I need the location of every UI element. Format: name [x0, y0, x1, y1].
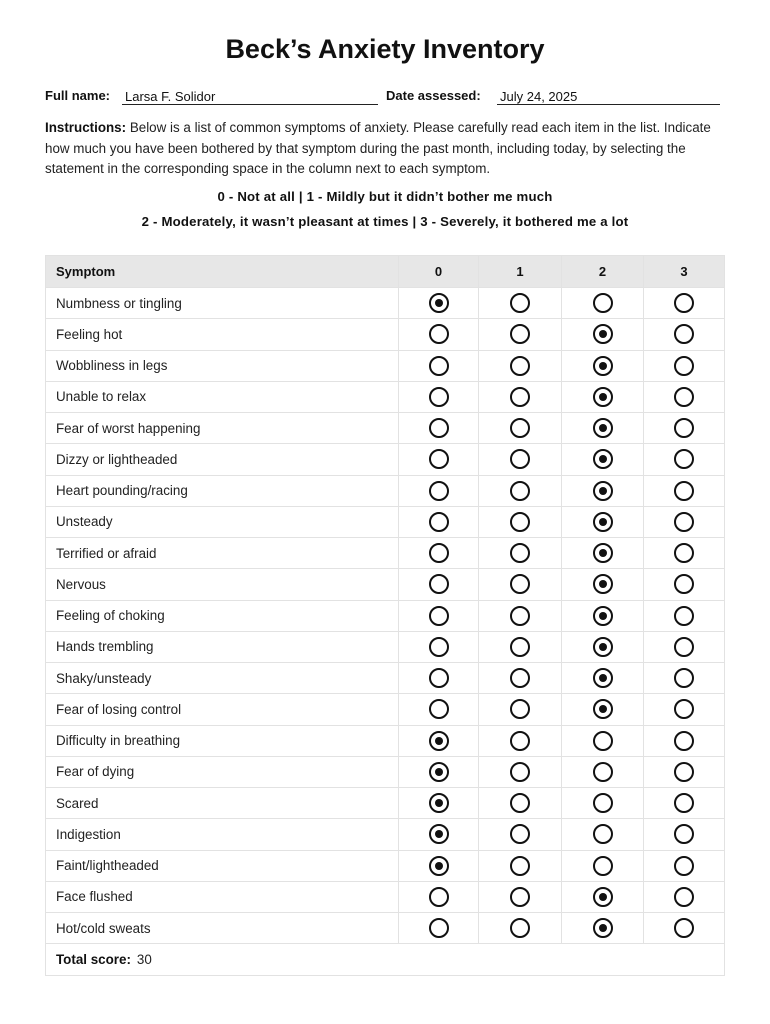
option-cell-1 — [479, 601, 562, 631]
radio-option-3[interactable] — [674, 512, 694, 532]
radio-option-0[interactable] — [429, 543, 449, 563]
header-0: 0 — [399, 256, 479, 287]
radio-option-1[interactable] — [510, 574, 530, 594]
option-cell-1 — [479, 851, 562, 881]
radio-option-2[interactable] — [593, 293, 613, 313]
instructions-text: Below is a list of common symptoms of anxiety. Please carefully read each item in the list. Indicate how much you have been bothered by that symptom during the past month, including today, by selecting the statement in the corresponding space in the column next to each symptom. — [45, 120, 711, 176]
radio-option-2[interactable] — [593, 387, 613, 407]
table-row — [46, 319, 724, 350]
radio-option-0[interactable] — [429, 449, 449, 469]
radio-option-0[interactable] — [429, 762, 449, 782]
header-3: 3 — [680, 264, 688, 279]
radio-option-3[interactable] — [674, 543, 694, 563]
table-row — [46, 663, 724, 694]
symptom-label: Wobbliness in legs — [46, 351, 399, 381]
radio-dot — [599, 455, 607, 463]
symptom-label: Scared — [46, 788, 399, 818]
table-row — [46, 632, 724, 663]
option-cell-3 — [644, 694, 724, 724]
option-cell-1 — [479, 444, 562, 474]
radio-option-2[interactable] — [593, 418, 613, 438]
symptom-label: Fear of dying — [46, 757, 399, 787]
option-cell-2 — [562, 538, 644, 568]
radio-option-0[interactable] — [429, 418, 449, 438]
radio-option-1[interactable] — [510, 324, 530, 344]
radio-option-2[interactable] — [593, 449, 613, 469]
radio-option-0[interactable] — [429, 824, 449, 844]
table-header — [46, 256, 724, 288]
option-cell-2 — [562, 694, 644, 724]
option-cell-3 — [644, 351, 724, 381]
radio-dot — [599, 643, 607, 651]
table-row — [46, 788, 724, 819]
option-cell-2 — [562, 444, 644, 474]
radio-option-0[interactable] — [429, 699, 449, 719]
option-cell-2 — [562, 726, 644, 756]
option-cell-3 — [644, 632, 724, 662]
table-row — [46, 569, 724, 600]
radio-option-2[interactable] — [593, 918, 613, 938]
radio-option-1[interactable] — [510, 887, 530, 907]
radio-option-0[interactable] — [429, 574, 449, 594]
radio-option-0[interactable] — [429, 512, 449, 532]
option-cell-2 — [562, 382, 644, 412]
radio-option-1[interactable] — [510, 387, 530, 407]
radio-option-2[interactable] — [593, 793, 613, 813]
table-row — [46, 882, 724, 913]
option-cell-0 — [399, 413, 479, 443]
table-row — [46, 694, 724, 725]
symptom-label: Indigestion — [46, 819, 399, 849]
symptom-label: Difficulty in breathing — [46, 726, 399, 756]
symptom-table — [45, 255, 725, 976]
radio-dot — [599, 362, 607, 370]
radio-option-3[interactable] — [674, 856, 694, 876]
radio-dot — [435, 768, 443, 776]
option-cell-1 — [479, 726, 562, 756]
symptom-label: Faint/lightheaded — [46, 851, 399, 881]
table-row — [46, 819, 724, 850]
option-cell-2 — [562, 319, 644, 349]
radio-option-1[interactable] — [510, 293, 530, 313]
option-cell-0 — [399, 788, 479, 818]
table-row — [46, 413, 724, 444]
table-row — [46, 913, 724, 944]
radio-option-3[interactable] — [674, 387, 694, 407]
option-cell-1 — [479, 569, 562, 599]
radio-option-2[interactable] — [593, 731, 613, 751]
option-cell-3 — [644, 288, 724, 318]
radio-option-2[interactable] — [593, 824, 613, 844]
radio-option-2[interactable] — [593, 637, 613, 657]
option-cell-3 — [644, 851, 724, 881]
table-row — [46, 351, 724, 382]
scale-legend-line-2: 2 - Moderately, it wasn’t pleasant at times | 3 - Severely, it bothered me a lot — [141, 214, 629, 229]
radio-option-1[interactable] — [510, 699, 530, 719]
radio-dot — [599, 393, 607, 401]
radio-option-3[interactable] — [674, 731, 694, 751]
date-assessed-label: Date assessed: — [386, 88, 481, 103]
radio-dot — [599, 924, 607, 932]
header-2: 2 — [562, 256, 644, 287]
radio-option-0[interactable] — [429, 293, 449, 313]
radio-option-3[interactable] — [674, 356, 694, 376]
page-title: Beck’s Anxiety Inventory — [225, 34, 545, 64]
full-name-value: Larsa F. Solidor — [125, 89, 216, 104]
option-cell-2 — [562, 632, 644, 662]
radio-option-0[interactable] — [429, 481, 449, 501]
header-fields — [45, 88, 725, 108]
radio-option-2[interactable] — [593, 606, 613, 626]
table-row — [46, 288, 724, 319]
table-row — [46, 476, 724, 507]
instructions-label: Instructions: — [45, 120, 127, 135]
option-cell-1 — [479, 351, 562, 381]
symptom-label: Numbness or tingling — [46, 288, 399, 318]
radio-option-2[interactable] — [593, 668, 613, 688]
radio-option-1[interactable] — [510, 481, 530, 501]
option-cell-0 — [399, 726, 479, 756]
radio-dot — [599, 612, 607, 620]
option-cell-2 — [562, 507, 644, 537]
option-cell-0 — [399, 319, 479, 349]
radio-option-0[interactable] — [429, 637, 449, 657]
radio-option-2[interactable] — [593, 512, 613, 532]
option-cell-1 — [479, 788, 562, 818]
radio-option-0[interactable] — [429, 918, 449, 938]
date-assessed-field[interactable] — [497, 88, 720, 105]
symptom-label: Feeling hot — [46, 319, 399, 349]
option-cell-3 — [644, 663, 724, 693]
option-cell-2 — [562, 819, 644, 849]
symptom-label: Hands trembling — [46, 632, 399, 662]
option-cell-2 — [562, 601, 644, 631]
option-cell-3 — [644, 413, 724, 443]
option-cell-3 — [644, 819, 724, 849]
option-cell-2 — [562, 351, 644, 381]
radio-dot — [599, 705, 607, 713]
radio-dot — [435, 862, 443, 870]
radio-option-3[interactable] — [674, 887, 694, 907]
option-cell-0 — [399, 601, 479, 631]
option-cell-2 — [562, 788, 644, 818]
option-cell-0 — [399, 757, 479, 787]
table-row — [46, 507, 724, 538]
radio-option-2[interactable] — [593, 887, 613, 907]
option-cell-0 — [399, 663, 479, 693]
radio-option-2[interactable] — [593, 543, 613, 563]
option-cell-3 — [644, 882, 724, 912]
radio-option-3[interactable] — [674, 481, 694, 501]
symptom-label: Feeling of choking — [46, 601, 399, 631]
option-cell-3 — [644, 444, 724, 474]
symptom-label: Fear of worst happening — [46, 413, 399, 443]
scale-legend-line-1: 0 - Not at all | 1 - Mildly but it didn’t bother me much — [217, 189, 553, 204]
option-cell-0 — [399, 351, 479, 381]
radio-option-3[interactable] — [674, 324, 694, 344]
option-cell-1 — [479, 882, 562, 912]
radio-option-1[interactable] — [510, 731, 530, 751]
option-cell-3 — [644, 569, 724, 599]
radio-dot — [599, 549, 607, 557]
table-row — [46, 382, 724, 413]
table-row — [46, 851, 724, 882]
option-cell-0 — [399, 382, 479, 412]
symptom-label: Nervous — [46, 569, 399, 599]
radio-option-0[interactable] — [429, 856, 449, 876]
radio-option-3[interactable] — [674, 574, 694, 594]
option-cell-0 — [399, 851, 479, 881]
radio-dot — [435, 799, 443, 807]
option-cell-3 — [644, 382, 724, 412]
option-cell-2 — [562, 851, 644, 881]
radio-option-3[interactable] — [674, 824, 694, 844]
radio-option-0[interactable] — [429, 324, 449, 344]
total-score-value: 30 — [136, 952, 152, 968]
radio-dot — [435, 830, 443, 838]
option-cell-3 — [644, 538, 724, 568]
option-cell-2 — [562, 663, 644, 693]
option-cell-3 — [644, 913, 724, 943]
radio-option-3[interactable] — [674, 293, 694, 313]
radio-option-1[interactable] — [510, 793, 530, 813]
option-cell-1 — [479, 694, 562, 724]
radio-option-0[interactable] — [429, 668, 449, 688]
radio-option-0[interactable] — [429, 731, 449, 751]
radio-option-2[interactable] — [593, 574, 613, 594]
radio-option-1[interactable] — [510, 449, 530, 469]
option-cell-3 — [644, 757, 724, 787]
option-cell-0 — [399, 538, 479, 568]
radio-dot — [599, 674, 607, 682]
option-cell-1 — [479, 288, 562, 318]
option-cell-0 — [399, 288, 479, 318]
option-cell-3 — [644, 788, 724, 818]
radio-option-0[interactable] — [429, 793, 449, 813]
radio-option-2[interactable] — [593, 356, 613, 376]
radio-option-3[interactable] — [674, 606, 694, 626]
option-cell-1 — [479, 476, 562, 506]
radio-option-0[interactable] — [429, 356, 449, 376]
radio-dot — [435, 737, 443, 745]
option-cell-3 — [644, 476, 724, 506]
option-cell-2 — [562, 476, 644, 506]
radio-option-2[interactable] — [593, 699, 613, 719]
radio-option-3[interactable] — [674, 449, 694, 469]
option-cell-2 — [562, 882, 644, 912]
option-cell-2 — [562, 288, 644, 318]
radio-option-3[interactable] — [674, 793, 694, 813]
option-cell-1 — [479, 819, 562, 849]
header-1: 1 — [479, 256, 562, 287]
radio-dot — [435, 299, 443, 307]
radio-option-2[interactable] — [593, 481, 613, 501]
radio-option-3[interactable] — [674, 762, 694, 782]
symptom-label: Dizzy or lightheaded — [46, 444, 399, 474]
table-row — [46, 601, 724, 632]
radio-dot — [599, 580, 607, 588]
radio-option-1[interactable] — [510, 606, 530, 626]
radio-option-0[interactable] — [429, 387, 449, 407]
option-cell-2 — [562, 913, 644, 943]
option-cell-2 — [562, 413, 644, 443]
radio-option-3[interactable] — [674, 918, 694, 938]
radio-option-1[interactable] — [510, 356, 530, 376]
symptom-label: Heart pounding/racing — [46, 476, 399, 506]
table-row — [46, 538, 724, 569]
symptom-label: Terrified or afraid — [46, 538, 399, 568]
symptom-label: Unable to relax — [46, 382, 399, 412]
option-cell-3 — [644, 601, 724, 631]
radio-option-1[interactable] — [510, 418, 530, 438]
radio-option-1[interactable] — [510, 668, 530, 688]
symptom-label: Shaky/unsteady — [46, 663, 399, 693]
option-cell-0 — [399, 569, 479, 599]
radio-option-3[interactable] — [674, 418, 694, 438]
option-cell-1 — [479, 538, 562, 568]
symptom-label: Face flushed — [46, 882, 399, 912]
radio-option-2[interactable] — [593, 324, 613, 344]
table-row — [46, 757, 724, 788]
option-cell-2 — [562, 569, 644, 599]
radio-option-1[interactable] — [510, 824, 530, 844]
option-cell-1 — [479, 913, 562, 943]
option-cell-1 — [479, 632, 562, 662]
table-row — [46, 726, 724, 757]
option-cell-1 — [479, 413, 562, 443]
option-cell-3 — [644, 507, 724, 537]
radio-option-3[interactable] — [674, 668, 694, 688]
option-cell-1 — [479, 757, 562, 787]
total-score-row — [46, 944, 724, 975]
total-score-label: Total score: — [56, 952, 131, 968]
option-cell-0 — [399, 507, 479, 537]
option-cell-1 — [479, 382, 562, 412]
radio-option-1[interactable] — [510, 543, 530, 563]
radio-option-2[interactable] — [593, 856, 613, 876]
radio-dot — [599, 424, 607, 432]
symptom-label: Unsteady — [46, 507, 399, 537]
radio-dot — [599, 518, 607, 526]
full-name-label: Full name: — [45, 88, 111, 103]
symptom-label: Fear of losing control — [46, 694, 399, 724]
option-cell-0 — [399, 694, 479, 724]
option-cell-0 — [399, 444, 479, 474]
option-cell-1 — [479, 319, 562, 349]
option-cell-3 — [644, 726, 724, 756]
option-cell-2 — [562, 757, 644, 787]
option-cell-0 — [399, 632, 479, 662]
date-assessed-value: July 24, 2025 — [500, 89, 578, 104]
radio-option-0[interactable] — [429, 606, 449, 626]
radio-option-1[interactable] — [510, 918, 530, 938]
option-cell-0 — [399, 882, 479, 912]
radio-option-3[interactable] — [674, 637, 694, 657]
instructions — [45, 118, 725, 180]
radio-option-1[interactable] — [510, 762, 530, 782]
radio-dot — [599, 487, 607, 495]
option-cell-0 — [399, 913, 479, 943]
radio-option-2[interactable] — [593, 762, 613, 782]
option-cell-0 — [399, 476, 479, 506]
radio-option-0[interactable] — [429, 887, 449, 907]
option-cell-1 — [479, 663, 562, 693]
option-cell-3 — [644, 319, 724, 349]
symptom-label: Hot/cold sweats — [46, 913, 399, 943]
radio-option-1[interactable] — [510, 856, 530, 876]
radio-option-3[interactable] — [674, 699, 694, 719]
table-row — [46, 444, 724, 475]
radio-option-1[interactable] — [510, 512, 530, 532]
header-symptom: Symptom — [46, 256, 399, 287]
radio-dot — [599, 330, 607, 338]
radio-dot — [599, 893, 607, 901]
radio-option-1[interactable] — [510, 637, 530, 657]
option-cell-1 — [479, 507, 562, 537]
full-name-field[interactable] — [122, 88, 378, 105]
option-cell-0 — [399, 819, 479, 849]
